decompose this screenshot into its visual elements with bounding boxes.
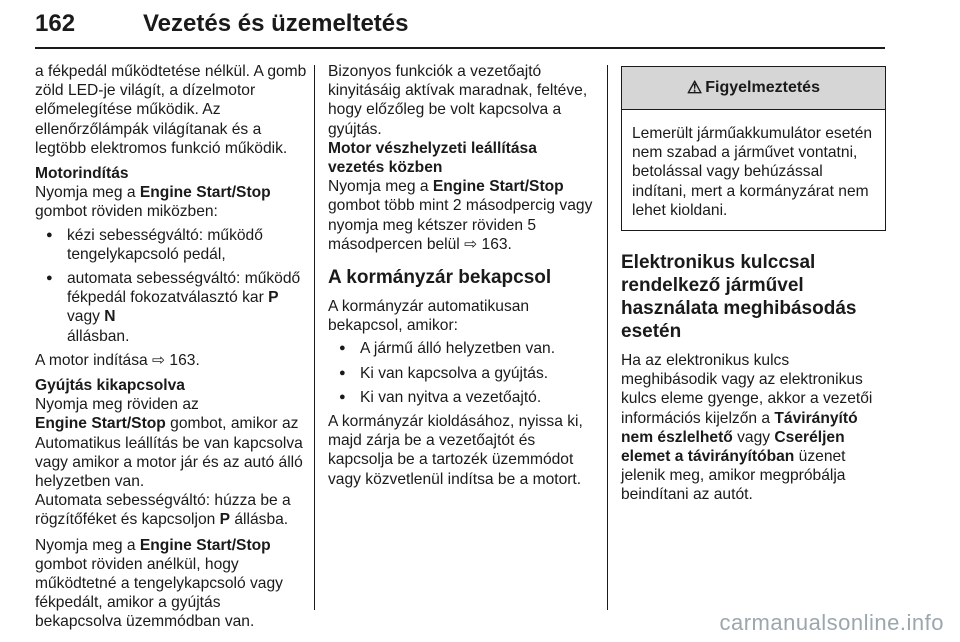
motor-start-list bbox=[35, 226, 307, 346]
emergency-stop-section: Motor vészhelyzeti leállítása vezetés közben Nyomja meg a Engine Start/Stop gombot több mint 2 másodpercig vagy nyomja meg kétszer röviden 5 másodpercen belül ⇨ 163. bbox=[328, 139, 593, 253]
emergency-stop-heading: Motor vészhelyzeti leállítása vezetés közben bbox=[328, 139, 537, 177]
ignition-off-heading: Gyújtás kikapcsolva bbox=[35, 377, 185, 395]
steering-lock-list bbox=[328, 339, 596, 407]
cross-reference: A motor indítása ⇨ 163. bbox=[35, 351, 200, 369]
motor-start-heading: Motorindítás bbox=[35, 165, 129, 183]
column-3 bbox=[621, 62, 886, 505]
warning-header bbox=[622, 67, 885, 110]
engine-start-stop-label: Engine Start/Stop bbox=[35, 415, 166, 433]
warning-title: Figyelmeztetés bbox=[705, 79, 820, 97]
accessory-mode-paragraph: Nyomja meg a Engine Start/Stop gombot röviden anélkül, hogy működtetné a tengelykapcsoló vagy fékpedált, amikor a gyújtás bekapcsolva üzemmódban van. bbox=[35, 536, 283, 631]
list-item: ● Ki van nyitva a vezetőajtó. bbox=[328, 388, 596, 407]
column-divider-1 bbox=[314, 65, 315, 610]
warning-body: Lemerült járműakkumulátor esetén nem szabad a járművet vontatni, betolással vagy behúzással indítani, mert a kormányzárat nem lehet kioldani. bbox=[632, 125, 873, 219]
engine-start-stop-label: Engine Start/Stop bbox=[139, 536, 271, 554]
watermark: carmanualsonline.info bbox=[719, 610, 944, 635]
column-divider-2 bbox=[607, 65, 608, 610]
intro-paragraph: a fékpedál működtetése nélkül. A gomb zöld LED-je világít, a dízelmotor előmelegítése működik. Az ellenőrzőlámpák világítanak és a legtöbb elektromos funkció működik. bbox=[35, 63, 307, 157]
ignition-off-section: Gyújtás kikapcsolva Nyomja meg röviden az Engine Start/Stop gombot, amikor az Automatikus leállítás be van kapcsolva vagy amikor a motor jár és az autó álló helyzetben van. bbox=[35, 377, 303, 491]
engine-start-stop-label: Engine Start/Stop bbox=[139, 184, 271, 202]
column-1 bbox=[35, 62, 307, 632]
motor-start-section: Motorindítás Nyomja meg a Engine Start/Stop gombot röviden miközben: bbox=[35, 165, 271, 221]
list-item: ● Ki van kapcsolva a gyújtás. bbox=[328, 364, 596, 383]
header-rule bbox=[35, 47, 885, 49]
steering-lock-intro: A kormányzár automatikusan bekapcsol, amikor: bbox=[328, 298, 530, 335]
electronic-key-paragraph: Ha az elektronikus kulcs meghibásodik vagy az elektronikus kulcs eleme gyenge, akkor a vezetői információs kijelzőn a Távirányító nem észlelhető vagy Cseréljen elemet a távirányítóban üzenet jelenik meg, amikor megpróbálja beindítani az autót. bbox=[621, 352, 873, 504]
engine-start-stop-label: Engine Start/Stop bbox=[432, 178, 564, 196]
steering-lock-heading: A kormányzár bekapcsol bbox=[328, 267, 552, 289]
warning-box bbox=[621, 66, 886, 231]
functions-paragraph: Bizonyos funkciók a vezetőajtó kinyitásáig aktívak maradnak, feltéve, hogy előzőleg be volt kapcsolva a gyújtás. bbox=[328, 63, 588, 138]
steering-unlock-paragraph: A kormányzár kioldásához, nyissa ki, majd zárja be a vezetőajtót és kapcsolja be a tartozék üzemmódot vagy közvetlenül indítsa be a motort. bbox=[328, 413, 583, 488]
list-item: ● automata sebességváltó: működő fékpedál fokozatválasztó kar P vagy N állásban. bbox=[35, 269, 307, 346]
page-number: 162 bbox=[35, 10, 76, 37]
list-item: ● kézi sebességváltó: működő tengelykapcsoló pedál, bbox=[35, 226, 307, 264]
warning-triangle-icon: ⚠ bbox=[687, 78, 703, 98]
automatic-gearbox-note: Automata sebességváltó: húzza be a rögzítőféket és kapcsoljon P állásba. bbox=[35, 492, 291, 529]
arrow-right-icon: ⇨ bbox=[152, 351, 166, 369]
electronic-key-heading: Elektronikus kulccsal rendelkező járművel használata meghibásodás esetén bbox=[621, 252, 857, 343]
column-2 bbox=[328, 62, 596, 489]
page-title: Vezetés és üzemeltetés bbox=[143, 10, 409, 37]
page-header bbox=[35, 10, 885, 44]
arrow-right-icon: ⇨ bbox=[464, 235, 478, 253]
list-item: ● A jármű álló helyzetben van. bbox=[328, 339, 596, 358]
